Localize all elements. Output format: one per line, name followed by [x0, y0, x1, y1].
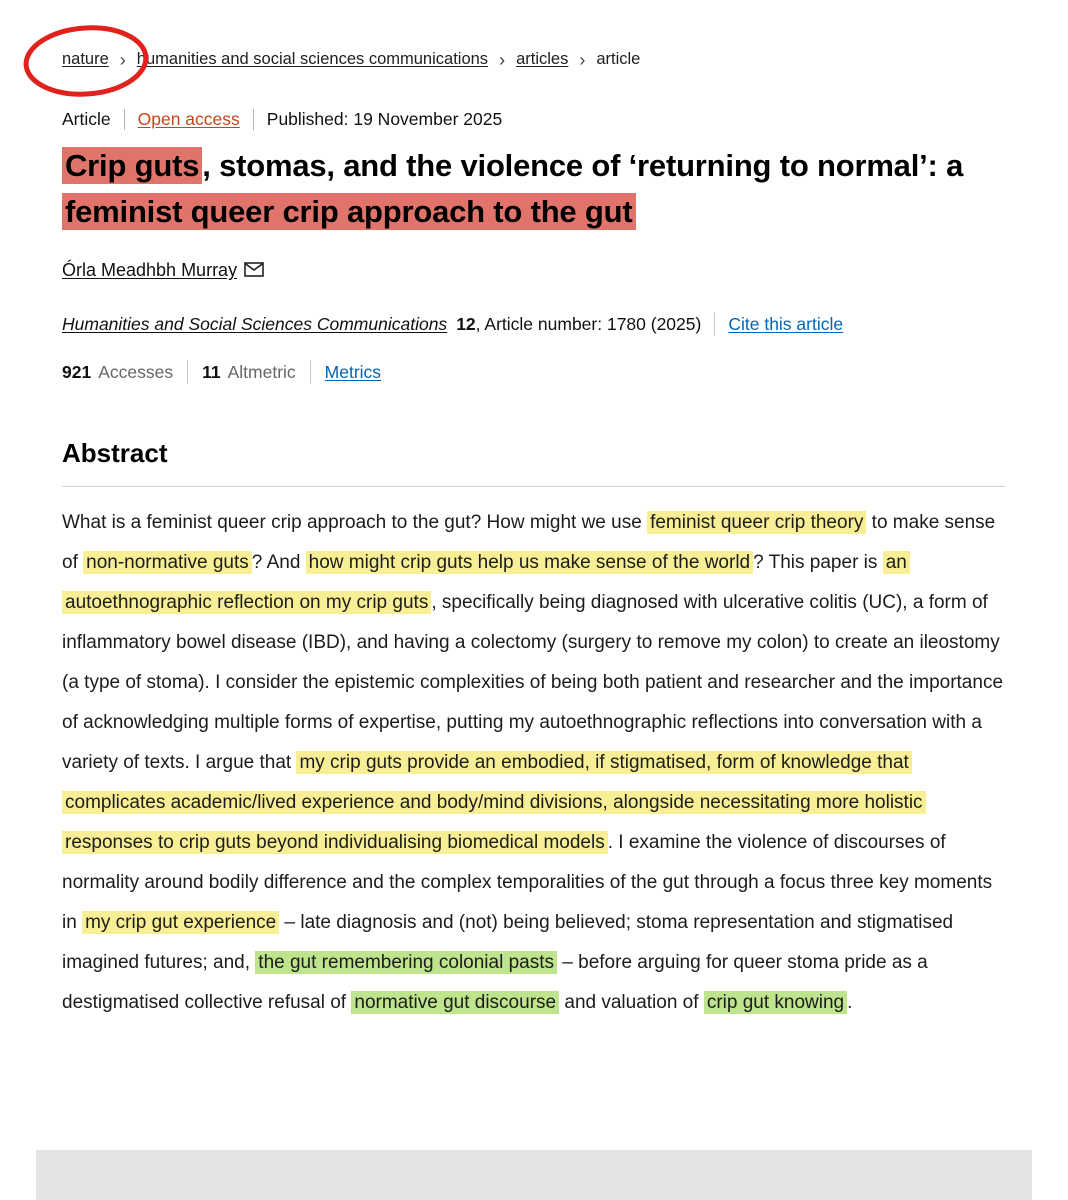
section-divider [62, 486, 1005, 487]
divider [253, 109, 254, 130]
author-row [62, 259, 1005, 282]
divider [124, 109, 125, 130]
altmetric-count: 11 [202, 361, 221, 382]
journal-citation-row [62, 312, 1005, 336]
journal-link[interactable]: Humanities and Social Sciences Communications [62, 313, 448, 334]
published-date: Published: 19 November 2025 [266, 109, 503, 129]
author-link[interactable]: Órla Meadhbh Murray [62, 260, 238, 280]
text-segment: – before arguing for queer stoma pride as a destigmatised collective refusal of [62, 952, 928, 1013]
abstract-text [62, 503, 1005, 1023]
breadcrumb-nature-link[interactable]: nature [62, 50, 109, 68]
accesses-count: 921 [62, 361, 92, 382]
text-segment: What is a feminist queer crip approach to the gut? How might we use [62, 512, 648, 533]
next-section-strip [36, 1150, 1032, 1200]
cite-this-article-link[interactable]: Cite this article [728, 313, 844, 334]
highlighted-text-yellow: non-normative guts [83, 551, 252, 574]
breadcrumb-articles-link[interactable]: articles [516, 50, 569, 68]
metrics-row [62, 360, 1005, 384]
abstract-heading: Abstract [62, 438, 168, 468]
highlighted-text-green: the gut remembering colonial pasts [255, 951, 557, 974]
highlighted-text-yellow: my crip gut experience [82, 911, 279, 934]
metrics-link[interactable]: Metrics [324, 361, 382, 382]
text-segment: , stomas, and the violence of ‘returning to normal’: a [202, 148, 964, 183]
breadcrumb [62, 50, 1005, 69]
divider [187, 360, 188, 384]
text-segment: . I examine the violence of discourses of normality around bodily difference and the complex temporalities of the gut through a focus three key moments in [62, 832, 993, 933]
highlighted-text-yellow: feminist queer crip theory [647, 511, 866, 534]
divider [714, 312, 715, 336]
highlighted-text-yellow: an autoethnographic reflection on my crip guts [62, 551, 910, 614]
text-segment: . [847, 992, 853, 1013]
chevron-right-icon: › [119, 50, 126, 70]
chevron-right-icon: › [499, 50, 506, 70]
text-segment: and valuation of [559, 992, 704, 1013]
article-number: , Article number: 1780 (2025) [475, 313, 702, 334]
highlighted-text-red: Crip guts [62, 147, 202, 184]
breadcrumb-journal-link[interactable]: humanities and social sciences communications [136, 50, 489, 68]
text-segment: ? This paper is [753, 552, 883, 573]
text-segment: ? And [251, 552, 306, 573]
highlighted-text-red: feminist queer crip approach to the gut [62, 193, 636, 230]
highlighted-text-green: normative gut discourse [351, 991, 559, 1014]
highlighted-text-yellow: my crip guts provide an embodied, if stigmatised, form of knowledge that complicates academic/lived experience and body/mind divisions, alongside necessitating more holistic responses to crip guts beyond individualising biomedical models [62, 751, 926, 854]
altmetric-label: Altmetric [227, 361, 296, 382]
article-page [62, 0, 1005, 1023]
breadcrumb-current: article [596, 50, 641, 68]
article-meta-row [62, 109, 1005, 130]
highlighted-text-yellow: how might crip guts help us make sense of the world [306, 551, 753, 574]
volume-number: 12 [456, 313, 476, 334]
highlighted-text-green: crip gut knowing [704, 991, 847, 1014]
open-access-link[interactable]: Open access [137, 109, 240, 129]
text-segment: , specifically being diagnosed with ulcerative colitis (UC), a form of inflammatory bowel disease (IBD), and having a colectomy (surgery to remove my colon) to create an ileostomy (a type of stoma). I consider the epistemic complexities of being both patient and researcher and the importance of acknowledging multiple forms of expertise, putting my autoethnographic reflections into conversation with a variety of texts. I argue that [62, 592, 1004, 773]
accesses-label: Accesses [98, 361, 174, 382]
text-segment: to make sense of [62, 512, 996, 573]
article-title [62, 143, 987, 235]
divider [310, 360, 311, 384]
email-envelope-icon[interactable] [244, 261, 264, 282]
article-type-label: Article [62, 109, 111, 129]
text-segment: – late diagnosis and (not) being believed; stoma representation and stigmatised imagined futures; and, [62, 912, 954, 973]
chevron-right-icon: › [579, 50, 586, 70]
